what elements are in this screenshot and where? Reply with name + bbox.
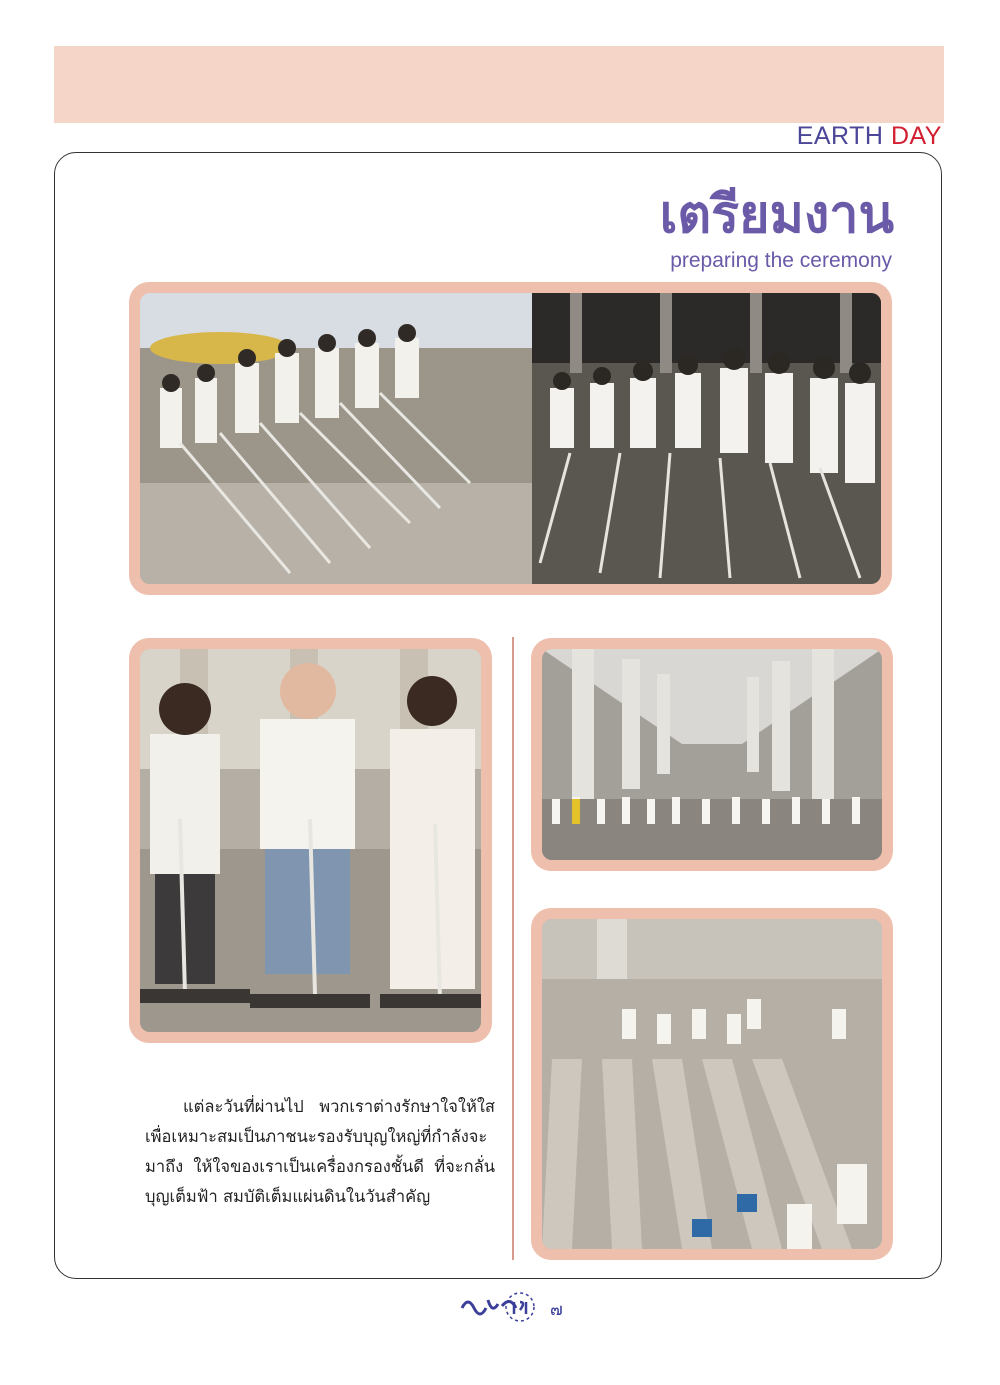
- section-label-earth: EARTH: [796, 122, 884, 150]
- photo-icon: [542, 919, 882, 1249]
- photo-middle-left: [129, 638, 492, 1043]
- column-divider: [512, 637, 514, 1260]
- page-title-thai: เตรียมงาน: [659, 184, 894, 245]
- body-paragraph-text: แต่ละวันที่ผ่านไป พวกเราต่างรักษาใจให้ใส เพื่อเหมาะสมเป็นภาชนะรองรับบุญใหญ่ที่กำลังจะมาถึง ให้ใจของเราเป็นเครื่องกรองชั้นดี ที่จะกลั่นบุญเต็มฟ้า สมบัติเต็มแผ่นดินในวันสำคัญ: [145, 1097, 495, 1206]
- page-number: ๗: [550, 1300, 563, 1320]
- magazine-logo-icon: [458, 1305, 546, 1330]
- photo-middle-right: [531, 638, 893, 871]
- page-subtitle-english: preparing the ceremony: [670, 249, 892, 272]
- photo-icon: [140, 649, 481, 1032]
- section-label: [797, 122, 942, 151]
- photo-icon: [542, 649, 882, 860]
- section-label-day: DAY: [890, 122, 942, 150]
- photo-bottom-right: [531, 908, 893, 1260]
- photo-icon: [140, 293, 881, 584]
- photo-top-wide: [129, 282, 892, 595]
- top-color-band: [54, 46, 944, 123]
- page-footer: [458, 1290, 578, 1326]
- body-paragraph: [145, 1092, 495, 1212]
